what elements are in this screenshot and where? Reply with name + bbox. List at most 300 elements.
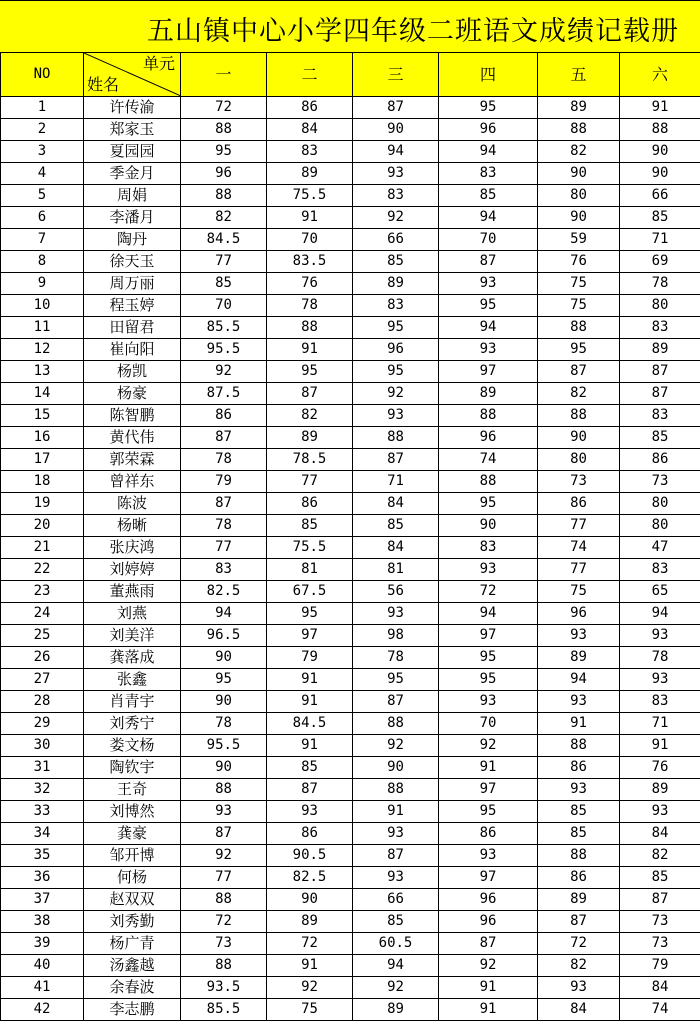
score-cell: 85: [267, 757, 353, 778]
score-cell: 87: [267, 779, 353, 800]
score-cell: 88: [538, 405, 620, 426]
score-cell: 81: [353, 559, 439, 580]
score-cell: 80: [651, 517, 669, 533]
score-cell: 70: [181, 295, 267, 316]
header-unit-label: 单元: [142, 54, 175, 73]
row-number: 6: [0, 207, 84, 228]
table-row: [0, 185, 700, 207]
title-bar: [0, 0, 700, 53]
score-cell: 96: [538, 603, 620, 624]
score-cell: 88: [181, 955, 267, 976]
score-cell: 95: [353, 317, 439, 338]
row-number: 39: [0, 933, 84, 954]
student-name: 刘秀勤: [84, 911, 181, 932]
student-name: 李志鹏: [84, 999, 181, 1020]
header-unit-4: 四: [439, 53, 538, 96]
table-row: [0, 427, 700, 449]
header-row: [0, 53, 700, 97]
score-cell: 92: [439, 955, 538, 976]
student-name: 汤鑫越: [84, 955, 181, 976]
table-row: [0, 757, 700, 779]
score-cell: 85: [651, 869, 669, 885]
student-name: 陈智鹏: [84, 405, 181, 426]
table-row: [0, 471, 700, 493]
header-diagonal-cell: [84, 53, 181, 96]
student-name: 郭荣霖: [84, 449, 181, 470]
score-cell: 73: [538, 471, 620, 492]
score-cell: 93: [353, 603, 439, 624]
student-name: 陶钦宇: [84, 757, 181, 778]
table-row: [0, 119, 700, 141]
score-cell: 85.5: [181, 317, 267, 338]
score-cell: 92: [439, 735, 538, 756]
row-number: 26: [0, 647, 84, 668]
row-number: 16: [0, 427, 84, 448]
row-number: 19: [0, 493, 84, 514]
score-cell: 78: [651, 649, 669, 665]
score-cell: 89: [538, 647, 620, 668]
student-name: 曾祥东: [84, 471, 181, 492]
student-name: 龚豪: [84, 823, 181, 844]
score-cell: 90: [538, 163, 620, 184]
score-cell: 80: [538, 185, 620, 206]
score-cell: 92: [181, 845, 267, 866]
score-cell: 88: [181, 779, 267, 800]
score-cell: 66: [353, 229, 439, 250]
score-cell: 87: [353, 845, 439, 866]
score-cell: 70: [439, 229, 538, 250]
score-cell: 89: [538, 889, 620, 910]
score-cell: 95: [439, 493, 538, 514]
score-cell: 95: [267, 603, 353, 624]
score-cell: 95: [439, 647, 538, 668]
row-number: 10: [0, 295, 84, 316]
table-row: [0, 317, 700, 339]
score-cell: 97: [267, 625, 353, 646]
score-cell: 92: [353, 977, 439, 998]
table-row: [0, 845, 700, 867]
score-cell: 88: [538, 735, 620, 756]
student-name: 娄文杨: [84, 735, 181, 756]
score-cell: 85: [651, 209, 669, 225]
row-number: 38: [0, 911, 84, 932]
score-cell: 77: [181, 251, 267, 272]
score-cell: 87: [439, 251, 538, 272]
score-cell: 95: [181, 141, 267, 162]
score-cell: 72: [538, 933, 620, 954]
score-cell: 93: [651, 803, 669, 819]
student-name: 周万丽: [84, 273, 181, 294]
student-name: 龚落成: [84, 647, 181, 668]
score-cell: 82: [651, 847, 669, 863]
score-cell: 87: [538, 361, 620, 382]
header-no: NO: [0, 53, 84, 96]
score-cell: 90: [651, 165, 669, 181]
table-row: [0, 911, 700, 933]
score-cell: 75: [538, 273, 620, 294]
row-number: 3: [0, 141, 84, 162]
score-cell: 89: [439, 383, 538, 404]
score-cell: 85: [353, 251, 439, 272]
row-number: 2: [0, 119, 84, 140]
score-cell: 84: [267, 119, 353, 140]
row-number: 42: [0, 999, 84, 1020]
score-cell: 95: [439, 97, 538, 118]
row-number: 5: [0, 185, 84, 206]
table-row: [0, 735, 700, 757]
score-cell: 93: [439, 691, 538, 712]
score-cell: 87: [353, 691, 439, 712]
score-cell: 73: [181, 933, 267, 954]
score-cell: 86: [538, 757, 620, 778]
score-cell: 87: [439, 933, 538, 954]
student-name: 陶丹: [84, 229, 181, 250]
table-row: [0, 669, 700, 691]
student-name: 杨豪: [84, 383, 181, 404]
row-number: 33: [0, 801, 84, 822]
table-row: [0, 361, 700, 383]
table-row: [0, 713, 700, 735]
score-cell: 94: [439, 207, 538, 228]
row-number: 15: [0, 405, 84, 426]
score-cell: 82: [181, 207, 267, 228]
student-name: 张鑫: [84, 669, 181, 690]
score-cell: 88: [538, 317, 620, 338]
row-number: 27: [0, 669, 84, 690]
score-cell: 82: [538, 141, 620, 162]
student-name: 田留君: [84, 317, 181, 338]
score-cell: 94: [439, 603, 538, 624]
header-unit-5: 五: [538, 53, 620, 96]
score-cell: 90.5: [267, 845, 353, 866]
score-cell: 88: [538, 119, 620, 140]
score-cell: 90: [353, 119, 439, 140]
score-cell: 95: [439, 669, 538, 690]
score-cell: 80: [651, 495, 669, 511]
score-cell: 95: [267, 361, 353, 382]
score-cell: 93: [267, 801, 353, 822]
header-unit-2: 二: [267, 53, 353, 96]
score-cell: 83.5: [267, 251, 353, 272]
score-cell: 76: [651, 759, 669, 775]
score-cell: 84.5: [267, 713, 353, 734]
score-cell: 80: [651, 297, 669, 313]
score-cell: 73: [651, 473, 669, 489]
student-name: 张庆鸿: [84, 537, 181, 558]
row-number: 22: [0, 559, 84, 580]
student-name: 肖青宇: [84, 691, 181, 712]
header-unit-1: 一: [181, 53, 267, 96]
student-name: 刘美洋: [84, 625, 181, 646]
score-cell: 93: [538, 977, 620, 998]
score-cell: 85: [538, 801, 620, 822]
student-name: 赵双双: [84, 889, 181, 910]
score-cell: 72: [267, 933, 353, 954]
score-cell: 90: [181, 757, 267, 778]
row-number: 34: [0, 823, 84, 844]
score-cell: 87: [181, 823, 267, 844]
row-number: 11: [0, 317, 84, 338]
table-row: [0, 163, 700, 185]
score-cell: 73: [651, 935, 669, 951]
score-cell: 97: [439, 867, 538, 888]
score-cell: 67.5: [267, 581, 353, 602]
score-cell: 94: [651, 605, 669, 621]
score-cell: 89: [267, 427, 353, 448]
score-cell: 82.5: [267, 867, 353, 888]
score-cell: 84: [353, 537, 439, 558]
row-number: 31: [0, 757, 84, 778]
score-cell: 93.5: [181, 977, 267, 998]
score-cell: 87: [651, 891, 669, 907]
score-cell: 95: [181, 669, 267, 690]
score-cell: 96: [439, 889, 538, 910]
score-cell: 83: [181, 559, 267, 580]
table-row: [0, 295, 700, 317]
score-cell: 91: [538, 713, 620, 734]
score-cell: 75.5: [267, 537, 353, 558]
student-name: 邹开博: [84, 845, 181, 866]
table-row: [0, 999, 700, 1021]
score-cell: 85: [651, 429, 669, 445]
student-name: 郑家玉: [84, 119, 181, 140]
score-cell: 88: [181, 185, 267, 206]
row-number: 20: [0, 515, 84, 536]
score-cell: 89: [267, 911, 353, 932]
score-cell: 77: [538, 559, 620, 580]
row-number: 30: [0, 735, 84, 756]
score-cell: 92: [353, 207, 439, 228]
row-number: 12: [0, 339, 84, 360]
score-cell: 76: [267, 273, 353, 294]
score-cell: 96: [353, 339, 439, 360]
score-cell: 94: [538, 669, 620, 690]
score-cell: 94: [439, 317, 538, 338]
score-cell: 89: [353, 999, 439, 1020]
score-cell: 96: [439, 119, 538, 140]
score-cell: 72: [181, 911, 267, 932]
row-number: 41: [0, 977, 84, 998]
table-row: [0, 779, 700, 801]
score-cell: 91: [439, 999, 538, 1020]
score-cell: 87: [353, 449, 439, 470]
score-cell: 92: [353, 735, 439, 756]
score-cell: 86: [651, 451, 669, 467]
score-cell: 65: [651, 583, 669, 599]
table-row: [0, 801, 700, 823]
score-cell: 94: [353, 141, 439, 162]
score-cell: 95: [353, 669, 439, 690]
student-name: 黄代伟: [84, 427, 181, 448]
score-cell: 89: [538, 97, 620, 118]
score-cell: 88: [439, 405, 538, 426]
table-row: [0, 625, 700, 647]
row-number: 1: [0, 97, 84, 118]
score-cell: 91: [267, 735, 353, 756]
score-cell: 88: [538, 845, 620, 866]
score-cell: 77: [267, 471, 353, 492]
student-name: 崔向阳: [84, 339, 181, 360]
score-cell: 82: [538, 383, 620, 404]
score-cell: 87: [353, 97, 439, 118]
score-cell: 91: [439, 977, 538, 998]
score-cell: 70: [267, 229, 353, 250]
row-number: 29: [0, 713, 84, 734]
score-cell: 92: [181, 361, 267, 382]
score-cell: 80: [538, 449, 620, 470]
score-cell: 73: [651, 913, 669, 929]
score-cell: 71: [651, 231, 669, 247]
score-cell: 91: [267, 691, 353, 712]
table-row: [0, 251, 700, 273]
score-cell: 87: [181, 493, 267, 514]
score-cell: 93: [651, 627, 669, 643]
row-number: 9: [0, 273, 84, 294]
score-cell: 91: [267, 339, 353, 360]
score-cell: 85: [267, 515, 353, 536]
score-cell: 85: [353, 911, 439, 932]
score-cell: 89: [651, 781, 669, 797]
row-number: 37: [0, 889, 84, 910]
score-cell: 75: [267, 999, 353, 1020]
score-cell: 78: [267, 295, 353, 316]
score-cell: 75: [538, 295, 620, 316]
row-number: 21: [0, 537, 84, 558]
sheet-title: 五山镇中心小学四年级二班语文成绩记载册: [147, 16, 679, 47]
row-number: 23: [0, 581, 84, 602]
score-cell: 90: [439, 515, 538, 536]
student-rows: [0, 97, 700, 1021]
table-row: [0, 933, 700, 955]
score-cell: 83: [439, 537, 538, 558]
score-cell: 94: [181, 603, 267, 624]
row-number: 7: [0, 229, 84, 250]
score-cell: 95: [439, 295, 538, 316]
score-cell: 90: [181, 647, 267, 668]
score-cell: 78: [181, 449, 267, 470]
score-cell: 74: [538, 537, 620, 558]
table-row: [0, 955, 700, 977]
score-cell: 93: [538, 691, 620, 712]
score-cell: 95: [439, 801, 538, 822]
score-cell: 71: [651, 715, 669, 731]
score-cell: 89: [651, 341, 669, 357]
score-cell: 93: [353, 823, 439, 844]
score-cell: 85.5: [181, 999, 267, 1020]
row-number: 13: [0, 361, 84, 382]
score-cell: 75: [538, 581, 620, 602]
student-name: 许传渝: [84, 97, 181, 118]
score-cell: 95.5: [181, 339, 267, 360]
score-cell: 56: [353, 581, 439, 602]
score-cell: 95: [353, 361, 439, 382]
table-row: [0, 581, 700, 603]
score-cell: 59: [538, 229, 620, 250]
score-cell: 82: [538, 955, 620, 976]
score-cell: 91: [651, 737, 669, 753]
score-cell: 92: [353, 383, 439, 404]
score-cell: 89: [353, 273, 439, 294]
score-cell: 86: [181, 405, 267, 426]
score-cell: 87: [651, 363, 669, 379]
score-cell: 88: [181, 119, 267, 140]
row-number: 28: [0, 691, 84, 712]
row-number: 18: [0, 471, 84, 492]
score-cell: 98: [353, 625, 439, 646]
score-cell: 93: [181, 801, 267, 822]
score-cell: 95.5: [181, 735, 267, 756]
table-row: [0, 823, 700, 845]
student-name: 刘秀宁: [84, 713, 181, 734]
score-cell: 95: [538, 339, 620, 360]
score-cell: 86: [267, 97, 353, 118]
score-cell: 83: [267, 141, 353, 162]
score-cell: 91: [353, 801, 439, 822]
table-row: [0, 515, 700, 537]
score-cell: 96: [439, 427, 538, 448]
row-number: 35: [0, 845, 84, 866]
score-cell: 93: [439, 845, 538, 866]
table-row: [0, 559, 700, 581]
score-cell: 90: [538, 427, 620, 448]
score-cell: 81: [267, 559, 353, 580]
score-cell: 88: [439, 471, 538, 492]
student-name: 刘博然: [84, 801, 181, 822]
student-name: 刘婷婷: [84, 559, 181, 580]
student-name: 季金月: [84, 163, 181, 184]
table-row: [0, 97, 700, 119]
score-cell: 84: [651, 825, 669, 841]
score-cell: 93: [538, 625, 620, 646]
row-number: 36: [0, 867, 84, 888]
score-cell: 93: [439, 559, 538, 580]
row-number: 25: [0, 625, 84, 646]
score-cell: 84: [651, 979, 669, 995]
score-cell: 85: [439, 185, 538, 206]
score-cell: 82: [267, 405, 353, 426]
score-cell: 78: [651, 275, 669, 291]
score-cell: 83: [651, 561, 669, 577]
score-cell: 47: [651, 539, 669, 555]
student-name: 杨晰: [84, 515, 181, 536]
row-number: 8: [0, 251, 84, 272]
header-unit-6: 六: [651, 65, 668, 84]
score-cell: 75.5: [267, 185, 353, 206]
score-cell: 74: [439, 449, 538, 470]
table-row: [0, 537, 700, 559]
table-row: [0, 339, 700, 361]
score-cell: 94: [353, 955, 439, 976]
student-name: 董燕雨: [84, 581, 181, 602]
score-cell: 88: [181, 889, 267, 910]
table-row: [0, 207, 700, 229]
score-cell: 87: [538, 911, 620, 932]
score-cell: 97: [439, 361, 538, 382]
table-row: [0, 383, 700, 405]
student-name: 徐天玉: [84, 251, 181, 272]
score-cell: 90: [353, 757, 439, 778]
score-cell: 97: [439, 625, 538, 646]
score-cell: 93: [353, 867, 439, 888]
score-cell: 96.5: [181, 625, 267, 646]
table-row: [0, 603, 700, 625]
score-cell: 85: [353, 515, 439, 536]
score-cell: 86: [267, 493, 353, 514]
table-row: [0, 141, 700, 163]
score-cell: 78: [181, 713, 267, 734]
score-cell: 91: [267, 207, 353, 228]
row-number: 17: [0, 449, 84, 470]
